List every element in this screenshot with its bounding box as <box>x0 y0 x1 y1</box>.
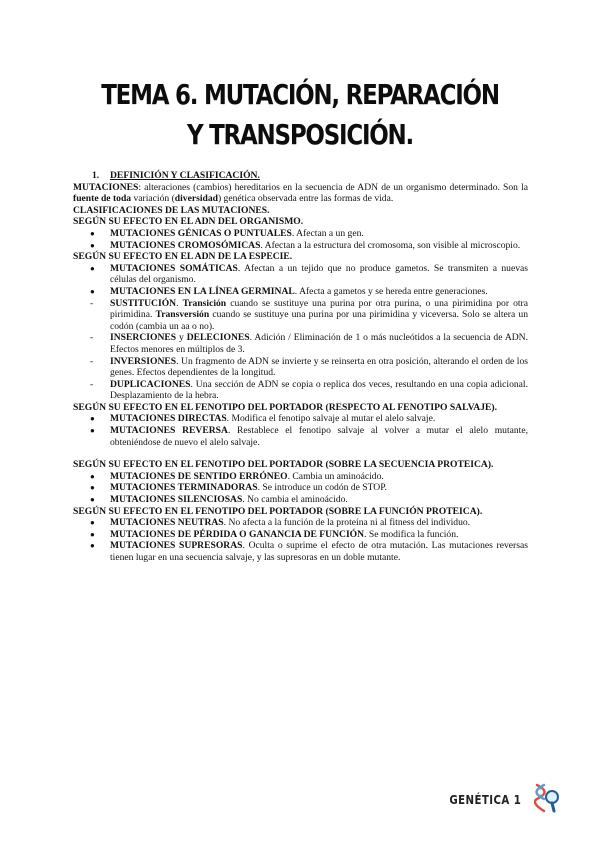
group-heading-adn-organismo: SEGÚN SU EFECTO EN EL ADN DEL ORGANISMO. <box>73 216 304 228</box>
list-item: ● MUTACIONES NEUTRAS. No afecta a la función de la proteína ni al fitness del individuo. <box>73 517 528 529</box>
list-item: ● MUTACIONES SILENCIOSAS. No cambia el aminoácido. <box>73 494 528 506</box>
classification-heading: CLASIFICACIONES DE LAS MUTACIONES. <box>73 204 270 216</box>
list-item: ● MUTACIONES DIRECTAS. Modifica el fenotipo salvaje al mutar el alelo salvaje. <box>73 413 528 425</box>
list-item: ● MUTACIONES TERMINADORAS. Se introduce un codón de STOP. <box>73 482 528 494</box>
list-item: ● MUTACIONES EN LA LÍNEA GERMINAL. Afecta a gametos y se hereda entre generaciones. <box>73 286 528 298</box>
document-body <box>73 170 528 564</box>
dash-item-duplicaciones: - DUPLICACIONES. Una sección de ADN se copia o replica dos veces, resultando en una copia adicional. Desplazamiento de la hebra. <box>73 379 528 402</box>
section-heading <box>73 170 528 182</box>
list-item: ● MUTACIONES CROMOSÓMICAS. Afectan a la estructura del cromosoma, son visible al microscopio. <box>73 240 528 252</box>
list-item: ● MUTACIONES DE PÉRDIDA O GANANCIA DE FUNCIÓN. Se modifica la función. <box>73 529 528 541</box>
definition-term: MUTACIONES <box>73 181 139 193</box>
spacer <box>73 448 528 459</box>
page-title-line-1: TEMA 6. MUTACIÓN, REPARACIÓN <box>101 78 499 111</box>
group-heading-secuencia-proteica: SEGÚN SU EFECTO EN EL FENOTIPO DEL PORTADOR (SOBRE LA SECUENCIA PROTEICA). <box>73 459 494 471</box>
list-item: ● MUTACIONES SUPRESORAS. Oculta o suprime el efecto de otra mutación. Las mutaciones reversas tienen lugar en una secuencia salvaje, y las supresoras en un doble mutante. <box>73 540 528 563</box>
section-number: 1. <box>92 170 100 181</box>
group-heading-funcion-proteica: SEGÚN SU EFECTO EN EL FENOTIPO DEL PORTADOR (SOBRE LA FUNCIÓN PROTEICA). <box>73 505 483 517</box>
list-item: ● MUTACIONES GÉNICAS O PUNTUALES. Afectan a un gen. <box>73 228 528 240</box>
dna-magnifier-icon <box>534 783 560 818</box>
dash-item-sustitucion: - SUSTITUCIÓN. Transición cuando se sustituye una purina por otra purina, o una pirimidina por otra pirimidina. Transversión cuando se sustituye una purina por una pirimidina y viceversa. Solo se altera un codón (cambia un aa o no). <box>73 298 528 333</box>
definition-paragraph: MUTACIONES: alteraciones (cambios) hereditarios en la secuencia de ADN de un organismo determinado. Son la fuente de toda variación (diversidad) genética observada entre las formas de vida. <box>73 181 528 205</box>
dash-item-inserciones: - INSERCIONES y DELECIONES. Adición / Eliminación de 1 o más nucleótidos a la secuencia de ADN. Efectos menores en múltiplos de 3. <box>73 332 528 355</box>
group-heading-adn-especie: SEGÚN SU EFECTO EN EL ADN DE LA ESPECIE. <box>73 251 293 263</box>
list-item: ● MUTACIONES REVERSA. Restablece el fenotipo salvaje al volver a mutar el alelo mutante, obteniéndose de nuevo el alelo salvaje. <box>73 425 528 448</box>
list-item: ● MUTACIONES DE SENTIDO ERRÓNEO. Cambia un aminoácido. <box>73 471 528 483</box>
footer-label: GENÉTICA 1 <box>449 793 522 807</box>
page-footer <box>443 785 560 815</box>
dash-item-inversiones: - INVERSIONES. Un fragmento de ADN se invierte y se reinserta en otra posición, alterando el orden de los genes. Efectos dependientes de la longitud. <box>73 356 528 379</box>
section-title: DEFINICIÓN Y CLASIFICACIÓN. <box>110 170 260 181</box>
group-heading-fenotipo-salvaje: SEGÚN SU EFECTO EN EL FENOTIPO DEL PORTADOR (RESPECTO AL FENOTIPO SALVAJE). <box>73 401 498 413</box>
list-item: ● MUTACIONES SOMÁTICAS. Afectan a un tejido que no produce gametos. Se transmiten a nuevas células del organismo. <box>73 263 528 286</box>
page-title-line-2: Y TRANSPOSICIÓN. <box>186 118 414 151</box>
